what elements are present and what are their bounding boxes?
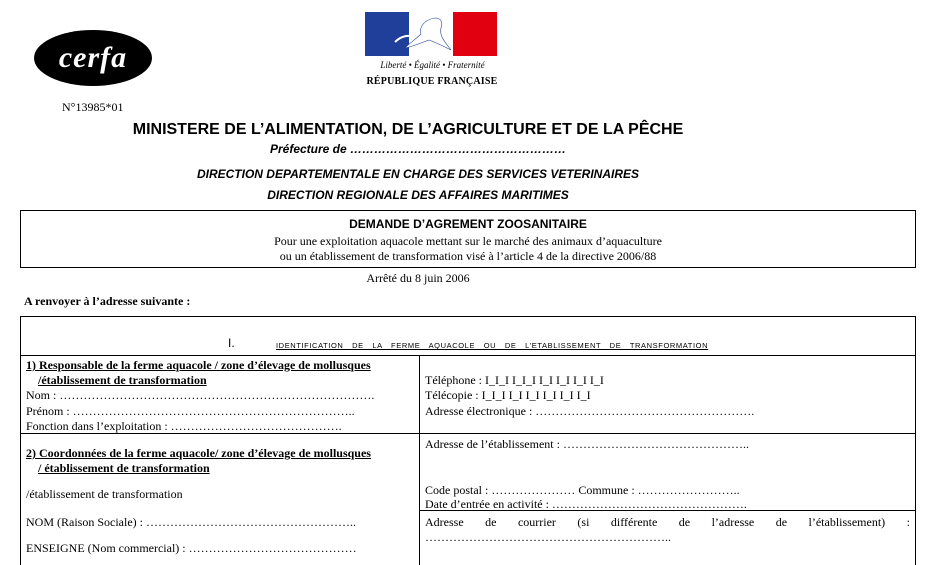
- telephone-field[interactable]: Téléphone : I_I_I I_I_I I_I I_I I_I I_I: [425, 373, 604, 387]
- date-entree-field[interactable]: Date d’entrée en activité : ………………………………………….: [425, 497, 747, 511]
- adresse-courrier-field[interactable]: ……………………………………………………..: [425, 530, 671, 544]
- arrete-date: Arrêté du 8 juin 2006: [366, 271, 470, 285]
- telecopie-field[interactable]: Télécopie : I_I_I I_I I_I I_I I_I I_I: [425, 388, 591, 402]
- block2-heading-cont: / établissement de transformation: [38, 461, 210, 475]
- section-title: IDENTIFICATION DE LA FERME AQUACOLE OU DE L’ETABLISSEMENT DE TRANSFORMATION: [276, 341, 709, 350]
- republic-motto: Liberté • Égalité • Fraternité: [380, 60, 485, 70]
- block2-heading: 2) Coordonnées de la ferme aquacole/ zone d’élevage de mollusques: [26, 446, 371, 460]
- cerfa-logo: cerfa: [34, 30, 152, 86]
- ministry-title: MINISTERE DE L’ALIMENTATION, DE L’AGRICULTURE ET DE LA PÊCHE: [132, 121, 684, 138]
- enseigne-field[interactable]: ENSEIGNE (Nom commercial) : ……………………………………: [26, 541, 357, 555]
- form-title: DEMANDE D’AGREMENT ZOOSANITAIRE: [349, 217, 587, 231]
- raison-sociale-field[interactable]: NOM (Raison Sociale) : ……………………………………………..: [26, 515, 356, 529]
- adresse-etablissement-field[interactable]: Adresse de l’établissement : ………………………………………..: [425, 437, 749, 451]
- form-number: N°13985*01: [62, 100, 124, 114]
- email-field[interactable]: Adresse électronique : ……………………………………………….: [425, 404, 755, 418]
- section-header-divider: [20, 355, 916, 356]
- nom-field[interactable]: Nom : …………………………………………………………………….: [26, 388, 375, 402]
- fonction-field[interactable]: Fonction dans l’exploitation : …………………………………….: [26, 419, 342, 433]
- direction-regionale: DIRECTION REGIONALE DES AFFAIRES MARITIMES: [267, 188, 569, 202]
- title-box: [20, 210, 916, 268]
- block1-heading-cont: /établissement de transformation: [38, 373, 207, 387]
- adresse-courrier-label: Adresse de courrier (si différente de l’adresse de l’établissement) :: [425, 515, 910, 529]
- form-subtitle-line2: ou un établissement de transformation visé à l’article 4 de la directive 2006/88: [279, 249, 657, 263]
- marianne-logo: [365, 12, 497, 66]
- prenom-field[interactable]: Prénom : ……………………………………………………………..: [26, 404, 355, 418]
- block1-heading: 1) Responsable de la ferme aquacole / zone d’élevage de mollusques: [26, 358, 371, 372]
- code-postal-field[interactable]: Code postal : ………………… Commune : ……………………..: [425, 483, 740, 497]
- form-subtitle-line1: Pour une exploitation aquacole mettant sur le marché des animaux d’aquaculture: [274, 234, 662, 248]
- section-number: I.: [228, 336, 235, 350]
- return-address-label: A renvoyer à l’adresse suivante :: [24, 294, 191, 308]
- prefecture-field[interactable]: Préfecture de ………………………………………………: [269, 142, 567, 156]
- column-divider: [419, 355, 420, 565]
- etablissement-label: /établissement de transformation: [26, 487, 183, 501]
- republic-name: RÉPUBLIQUE FRANÇAISE: [366, 76, 498, 87]
- direction-departementale: DIRECTION DEPARTEMENTALE EN CHARGE DES SERVICES VETERINAIRES: [196, 167, 640, 181]
